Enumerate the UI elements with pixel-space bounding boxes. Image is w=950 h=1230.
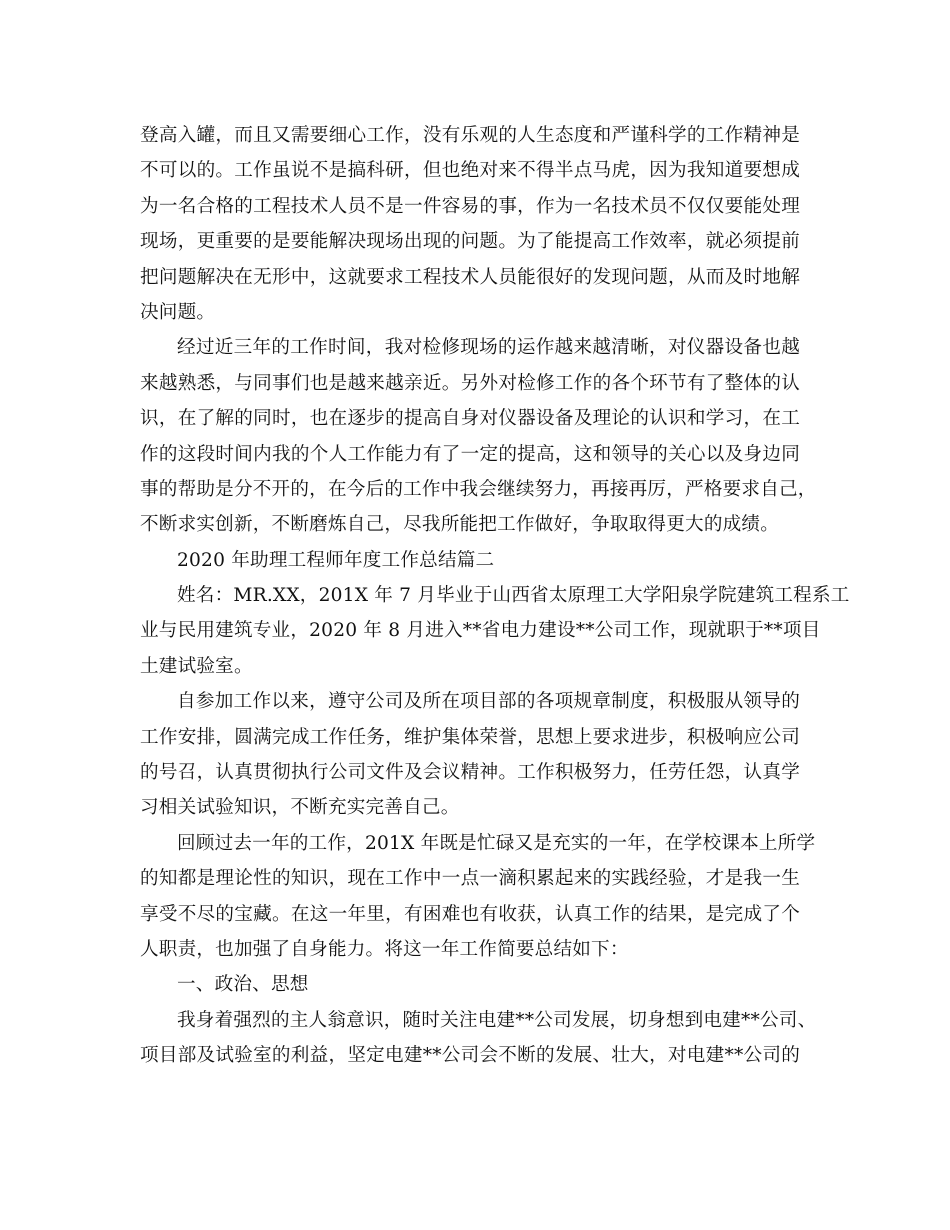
text-line: 事的帮助是分不开的，在今后的工作中我会继续努力，再接再厉，严格要求自己， — [140, 478, 817, 500]
text-line: 不可以的。工作虽说不是搞科研，但也绝对来不得半点马虎，因为我知道要想成 — [140, 160, 800, 182]
text-line: 经过近三年的工作时间，我对检修现场的运作越来越清晰，对仪器设备也越 — [177, 337, 800, 359]
text-line: 为一名合格的工程技术人员不是一件容易的事，作为一名技术员不仅仅要能处理 — [140, 195, 800, 217]
text-line: 决问题。 — [140, 301, 216, 323]
text-line: 作的这段时间内我的个人工作能力有了一定的提高，这和领导的关心以及身边同 — [140, 443, 800, 465]
text-line: 回顾过去一年的工作，201X 年既是忙碌又是充实的一年，在学校课本上所学 — [177, 832, 816, 854]
text-line: 工作安排，圆满完成工作任务，维护集体荣誉，思想上要求进步，积极响应公司 — [140, 726, 800, 748]
text-line: 习相关试验知识，不断充实完善自己。 — [140, 797, 460, 819]
text-line: 享受不尽的宝藏。在这一年里，有困难也有收获，认真工作的结果，是完成了个 — [140, 903, 800, 925]
document-body — [140, 118, 850, 1074]
text-line: 不断求实创新，不断磨炼自己，尽我所能把工作做好，争取取得更大的成绩。 — [140, 514, 779, 536]
text-line: 识，在了解的同时，也在逐步的提高自身对仪器设备及理论的认识和学习，在工 — [140, 408, 800, 430]
text-line: 的号召，认真贯彻执行公司文件及会议精神。工作积极努力，任劳任怨，认真学 — [140, 762, 800, 784]
text-line: 自参加工作以来，遵守公司及所在项目部的各项规章制度，积极服从领导的 — [177, 691, 800, 713]
text-line: 人职责，也加强了自身能力。将这一年工作简要总结如下： — [140, 938, 629, 960]
text-line: 的知都是理论性的知识，现在工作中一点一滴积累起来的实践经验，才是我一生 — [140, 868, 800, 890]
text-line: 我身着强烈的主人翁意识，随时关注电建**公司发展，切身想到电建**公司、 — [177, 1009, 817, 1031]
text-line: 登高入罐，而且又需要细心工作，没有乐观的人生态度和严谨科学的工作精神是 — [140, 125, 800, 146]
text-line: 项目部及试验室的利益，坚定电建**公司会不断的发展、壮大，对电建**公司的 — [140, 1045, 800, 1067]
text-line: 业与民用建筑专业，2020 年 8 月进入**省电力建设**公司工作，现就职于**项目 — [140, 620, 821, 642]
text-line: 把问题解决在无形中，这就要求工程技术人员能很好的发现问题，从而及时地解 — [140, 266, 800, 288]
text-line: 2020 年助理工程师年度工作总结篇二 — [177, 549, 495, 571]
text-line: 现场，更重要的是要能解决现场出现的问题。为了能提高工作效率，就必须提前 — [140, 231, 800, 253]
text-line: 姓名：MR.XX，201X 年 7 月毕业于山西省太原理工大学阳泉学院建筑工程系工 — [177, 585, 850, 607]
text-line: 土建试验室。 — [140, 655, 253, 677]
text-line: 一、政治、思想 — [177, 974, 309, 996]
text-line: 来越熟悉，与同事们也是越来越亲近。另外对检修工作的各个环节有了整体的认 — [140, 372, 800, 394]
